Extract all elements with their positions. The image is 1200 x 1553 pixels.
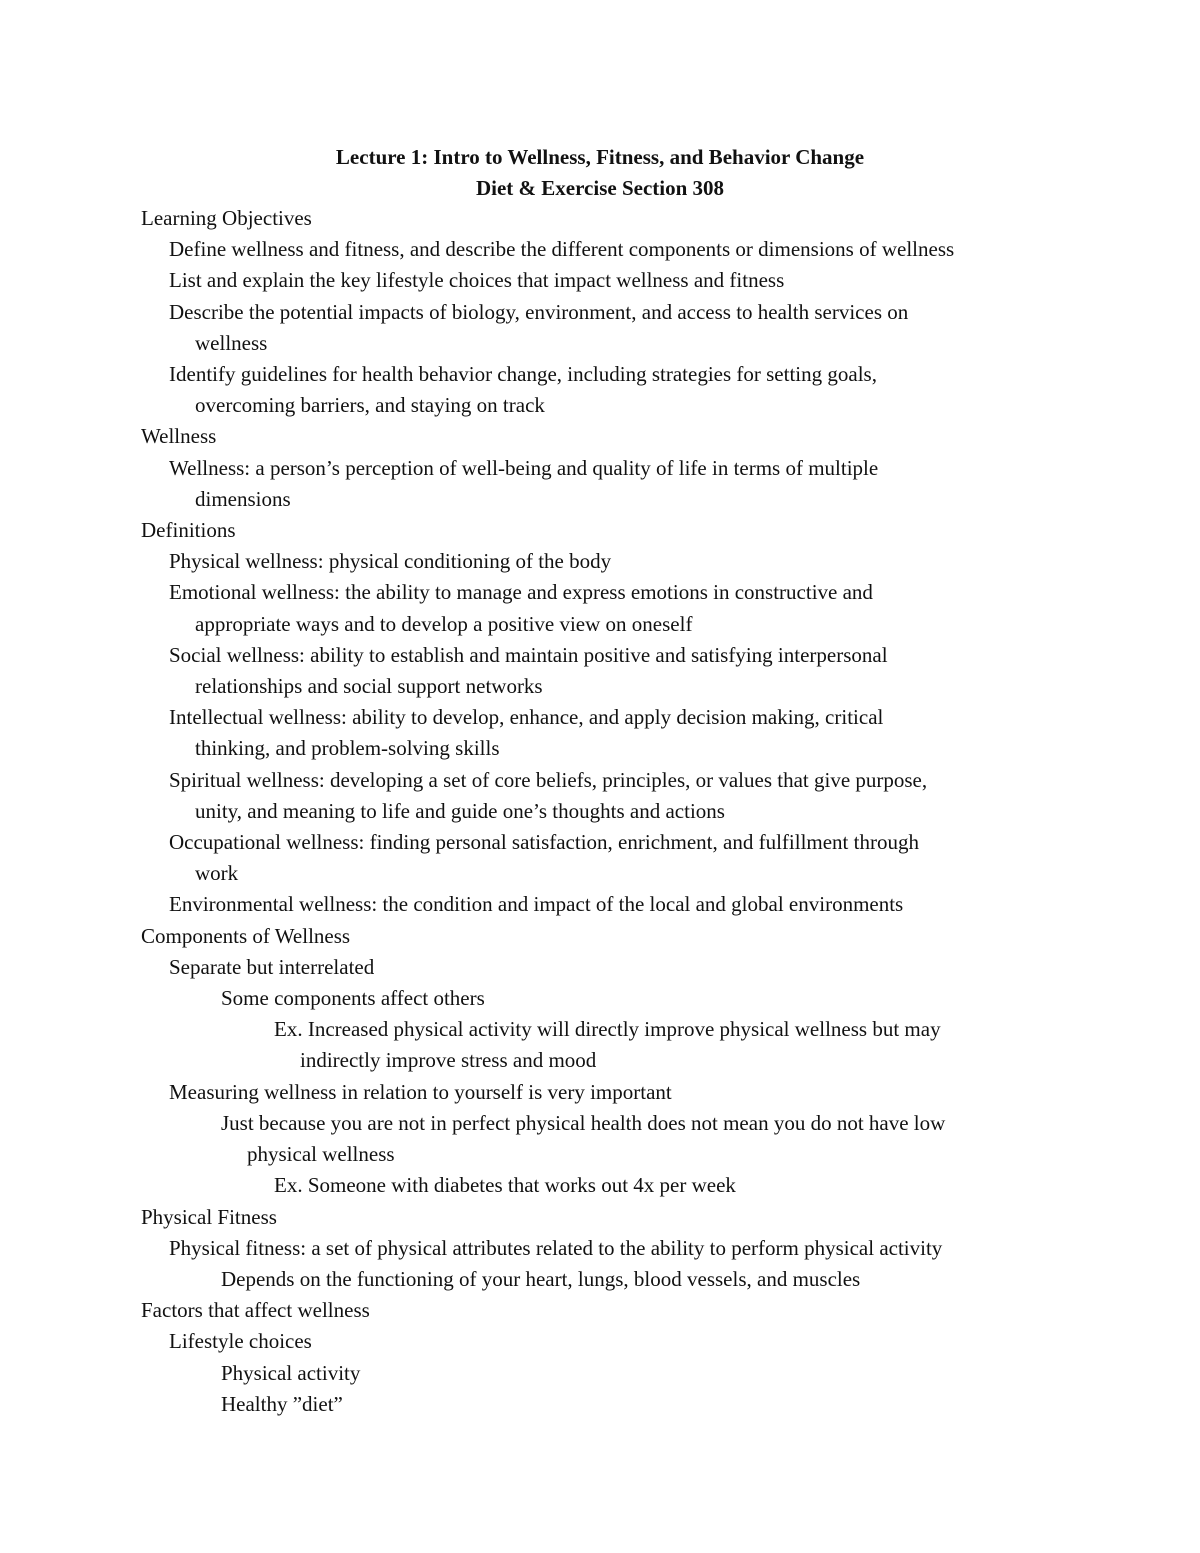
outline-item — [141, 1108, 1061, 1170]
outline-item — [141, 234, 1061, 265]
outline-line: Spiritual wellness: developing a set of core beliefs, principles, or values that give purpose, — [169, 767, 928, 792]
outline-item — [141, 983, 1061, 1014]
outline-line: Separate but interrelated — [169, 954, 375, 979]
outline-line: Depends on the functioning of your heart, lungs, blood vessels, and muscles — [221, 1266, 861, 1291]
outline-line: Wellness: a person’s perception of well-being and quality of life in terms of multiple — [169, 455, 879, 480]
outline-item — [141, 1077, 1061, 1108]
outline-line: Ex. Someone with diabetes that works out 4x per week — [274, 1173, 736, 1198]
outline-line: Factors that affect wellness — [141, 1298, 370, 1323]
outline-line: Occupational wellness: finding personal satisfaction, enrichment, and fulfillment through — [169, 830, 919, 855]
outline-line: Social wellness: ability to establish and maintain positive and satisfying interpersonal — [169, 642, 888, 667]
outline-item — [141, 453, 1061, 515]
outline-line: indirectly improve stress and mood — [300, 1048, 597, 1073]
outline-item — [141, 1358, 1061, 1389]
outline-item — [141, 546, 1061, 577]
outline-heading — [141, 515, 1061, 546]
outline-line: Emotional wellness: the ability to manage and express emotions in constructive and — [169, 580, 873, 605]
outline-line: dimensions — [195, 486, 291, 511]
outline-item — [141, 1264, 1061, 1295]
outline-line: Physical activity — [221, 1360, 361, 1385]
outline-line: Components of Wellness — [141, 923, 351, 948]
outline-line: Some components affect others — [221, 986, 485, 1011]
outline-line: Intellectual wellness: ability to develop, enhance, and apply decision making, critical — [169, 705, 884, 730]
lecture-outline — [141, 203, 1061, 1420]
outline-item — [141, 297, 1061, 359]
outline-item — [141, 889, 1061, 920]
outline-line: Healthy ”diet” — [221, 1391, 343, 1416]
outline-item — [141, 577, 1061, 639]
outline-heading — [141, 421, 1061, 452]
outline-item — [141, 1233, 1061, 1264]
outline-item — [141, 827, 1061, 889]
outline-line: relationships and social support networks — [195, 674, 543, 699]
outline-item — [141, 1170, 1061, 1201]
outline-line: Ex. Increased physical activity will directly improve physical wellness but may — [274, 1017, 941, 1042]
outline-line: List and explain the key lifestyle choices that impact wellness and fitness — [169, 268, 785, 293]
outline-item — [141, 765, 1061, 827]
outline-heading — [141, 1202, 1061, 1233]
outline-line: Physical wellness: physical conditioning of the body — [169, 549, 612, 574]
outline-line: Physical fitness: a set of physical attributes related to the ability to perform physical activity — [169, 1235, 943, 1260]
outline-line: Lifestyle choices — [169, 1329, 312, 1354]
outline-item — [141, 1014, 1061, 1076]
document-title: Lecture 1: Intro to Wellness, Fitness, and Behavior Change — [335, 145, 865, 169]
outline-item — [141, 1326, 1061, 1357]
outline-line: Physical Fitness — [141, 1204, 277, 1229]
outline-line: Identify guidelines for health behavior change, including strategies for setting goals, — [169, 362, 877, 387]
outline-line: Just because you are not in perfect physical health does not mean you do not have low — [221, 1110, 946, 1135]
outline-line: overcoming barriers, and staying on track — [195, 393, 545, 418]
outline-line: Definitions — [141, 518, 236, 543]
outline-item — [141, 952, 1061, 983]
outline-line: Describe the potential impacts of biology, environment, and access to health services on — [169, 299, 909, 324]
outline-item — [141, 640, 1061, 702]
outline-line: Measuring wellness in relation to yourself is very important — [169, 1079, 672, 1104]
document-subtitle: Diet & Exercise Section 308 — [475, 176, 725, 200]
outline-line: appropriate ways and to develop a positive view on oneself — [195, 611, 693, 636]
outline-line: Wellness — [141, 424, 217, 449]
outline-line: unity, and meaning to life and guide one’s thoughts and actions — [195, 798, 725, 823]
outline-item — [141, 265, 1061, 296]
outline-heading — [141, 203, 1061, 234]
outline-heading — [141, 921, 1061, 952]
outline-line: wellness — [195, 330, 268, 355]
outline-line: Learning Objectives — [141, 206, 312, 230]
outline-item — [141, 702, 1061, 764]
outline-line: work — [195, 861, 239, 886]
outline-line: Define wellness and fitness, and describe the different components or dimensions of wellness — [169, 237, 955, 262]
outline-line: Environmental wellness: the condition and impact of the local and global environments — [169, 892, 904, 917]
outline-item — [141, 1389, 1061, 1420]
outline-item — [141, 359, 1061, 421]
outline-heading — [141, 1295, 1061, 1326]
outline-line: thinking, and problem-solving skills — [195, 736, 500, 761]
outline-line: physical wellness — [247, 1142, 395, 1167]
